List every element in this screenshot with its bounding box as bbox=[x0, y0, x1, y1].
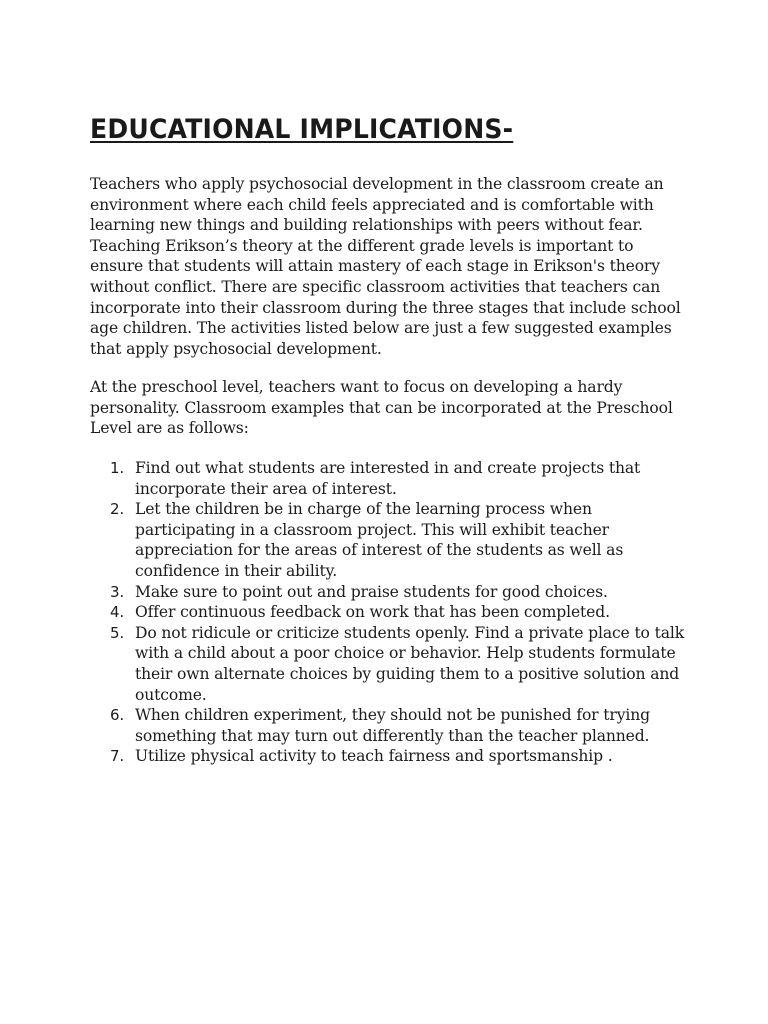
list-item-text: Make sure to point out and praise students for good choices. bbox=[135, 582, 608, 601]
list-item bbox=[90, 458, 690, 499]
list-item-number: 4. bbox=[110, 603, 125, 622]
intro-paragraph: Teachers who apply psychosocial development in the classroom create an environment where each child feels appreciated and is comfortable with learning new things and building relationships with peers without fear. Teaching Erikson’s theory at the different grade levels is important to ensure that students will attain mastery of each stage in Erikson's theory without conflict. There are specific classroom activities that teachers can incorporate into their classroom during the three stages that include school age children. The activities listed below are just a few suggested examples that apply psychosocial development. bbox=[90, 175, 681, 358]
list-item-number: 2. bbox=[110, 500, 125, 519]
list-item-text: Find out what students are interested in and create projects that incorporate their area of interest. bbox=[135, 459, 641, 498]
list-item bbox=[90, 582, 690, 603]
preschool-paragraph: At the preschool level, teachers want to focus on developing a hardy personality. Classroom examples that can be incorporated at the Preschool Level are as follows: bbox=[90, 378, 673, 438]
list-item-number: 5. bbox=[110, 623, 125, 642]
list-item bbox=[90, 705, 690, 746]
list-item bbox=[90, 499, 690, 581]
list-item-number: 1. bbox=[110, 459, 125, 477]
list-item bbox=[90, 623, 690, 705]
list-item-number: 6. bbox=[110, 706, 125, 725]
list-item-text: Offer continuous feedback on work that has been completed. bbox=[135, 603, 610, 622]
list-item-text: Utilize physical activity to teach fairness and sportsmanship . bbox=[135, 747, 613, 766]
list-item bbox=[90, 602, 690, 623]
list-item-text: When children experiment, they should not be punished for trying something that may turn out differently than the teacher planned. bbox=[135, 706, 650, 745]
list-item-number: 7. bbox=[110, 747, 125, 766]
classroom-examples-list bbox=[90, 458, 690, 767]
list-item-number: 3. bbox=[110, 582, 125, 601]
list-item-text: Let the children be in charge of the learning process when participating in a classroom project. This will exhibit teacher appreciation for the areas of interest of the students as well as confidence in their ability. bbox=[135, 500, 624, 580]
list-item-text: Do not ridicule or criticize students openly. Find a private place to talk with a child about a poor choice or behavior. Help students formulate their own alternate choices by guiding them to a positive solution and outcome. bbox=[135, 623, 685, 704]
document-heading: EDUCATIONAL IMPLICATIONS- bbox=[90, 114, 514, 145]
list-item bbox=[90, 746, 690, 767]
